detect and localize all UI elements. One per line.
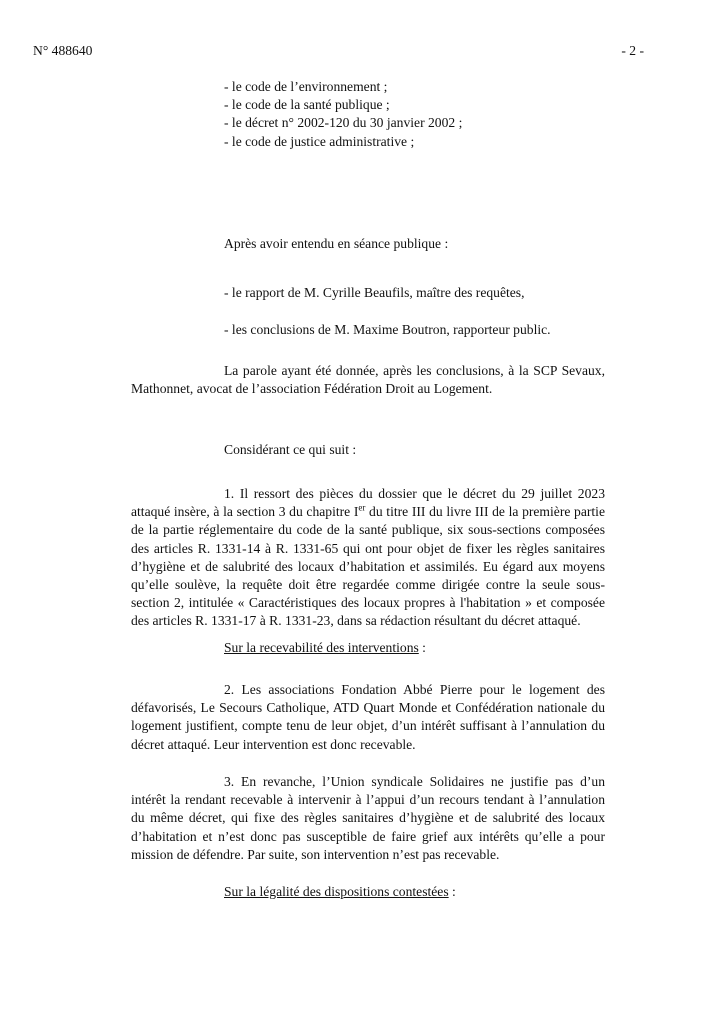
hearing-intro: Après avoir entendu en séance publique : xyxy=(224,236,449,251)
hearing-conclusions: - les conclusions de M. Maxime Boutron, rapporteur public. xyxy=(224,322,551,337)
case-number: N° 488640 xyxy=(33,43,93,58)
paragraph-1 xyxy=(131,485,605,631)
heading-admissibility-text: Sur la recevabilité des interventions xyxy=(224,640,419,655)
considering-line: Considérant ce qui suit : xyxy=(224,442,357,457)
heading-admissibility xyxy=(224,639,426,657)
hearing-report: - le rapport de M. Cyrille Beaufils, maître des requêtes, xyxy=(224,285,525,300)
page-number: - 2 - xyxy=(621,43,644,58)
paragraph-1-part-b: du titre III du livre III de la première partie de la partie réglementaire du code de la santé publique, six sous-sections composées des articles R. 1331-14 à R. 1331-65 qui ont pour objet de fixer les règles sanitaires d’hygiène et de salubrité des locaux d’habitation et assimilés. Eu égard aux moyens qu’elle soulève, la requête doit être regardée comme dirigée contre la seule sous-section 2, intitulée « Caractéristiques des locaux propres à l'habitation » et composée des articles R. 1331-17 à R. 1331-23, dans sa rédaction résultant du décret attaqué. xyxy=(131,504,605,629)
paragraph-1-superscript: er xyxy=(358,502,366,513)
paragraph-3: 3. En revanche, l’Union syndicale Solidaires ne justifie pas d’un intérêt la rendant recevable à intervenir à l’appui d’un recours tendant à l’annulation du même décret, qui fixe des règles sanitaires d’hygiène et de salubrité des locaux d’habitation et n’est donc pas susceptible de faire grief aux intérêts qu’elle a pour mission de défendre. Par suite, son intervention n’est pas recevable. xyxy=(131,774,605,862)
paragraph-1-part-a: 1. Il ressort des pièces du dossier que le décret du 29 juillet 2023 attaqué insère, à la section 3 du chapitre I xyxy=(131,486,605,520)
floor-given-paragraph: La parole ayant été donnée, après les conclusions, à la SCP Sevaux, Mathonnet, avocat de l’association Fédération Droit au Logement. xyxy=(131,363,605,397)
heading-legality-text: Sur la légalité des dispositions contestées xyxy=(224,884,449,899)
heading-admissibility-colon: : xyxy=(418,640,426,655)
heading-legality-colon: : xyxy=(448,884,456,899)
paragraph-2: 2. Les associations Fondation Abbé Pierre pour le logement des défavorisés, Le Secours Catholique, ATD Quart Monde et Confédération nationale du logement justifient, compte tenu de leur objet, d’un intérêt suffisant à l’annulation du décret attaqué. Leur intervention est donc recevable. xyxy=(131,682,605,752)
visa-item: - le décret n° 2002-120 du 30 janvier 2002 ; xyxy=(224,115,463,131)
visa-item: - le code de la santé publique ; xyxy=(224,97,390,113)
visa-item: - le code de l’environnement ; xyxy=(224,79,388,94)
visa-item: - le code de justice administrative ; xyxy=(224,133,415,149)
heading-legality xyxy=(224,883,456,901)
visas-list xyxy=(224,78,462,151)
